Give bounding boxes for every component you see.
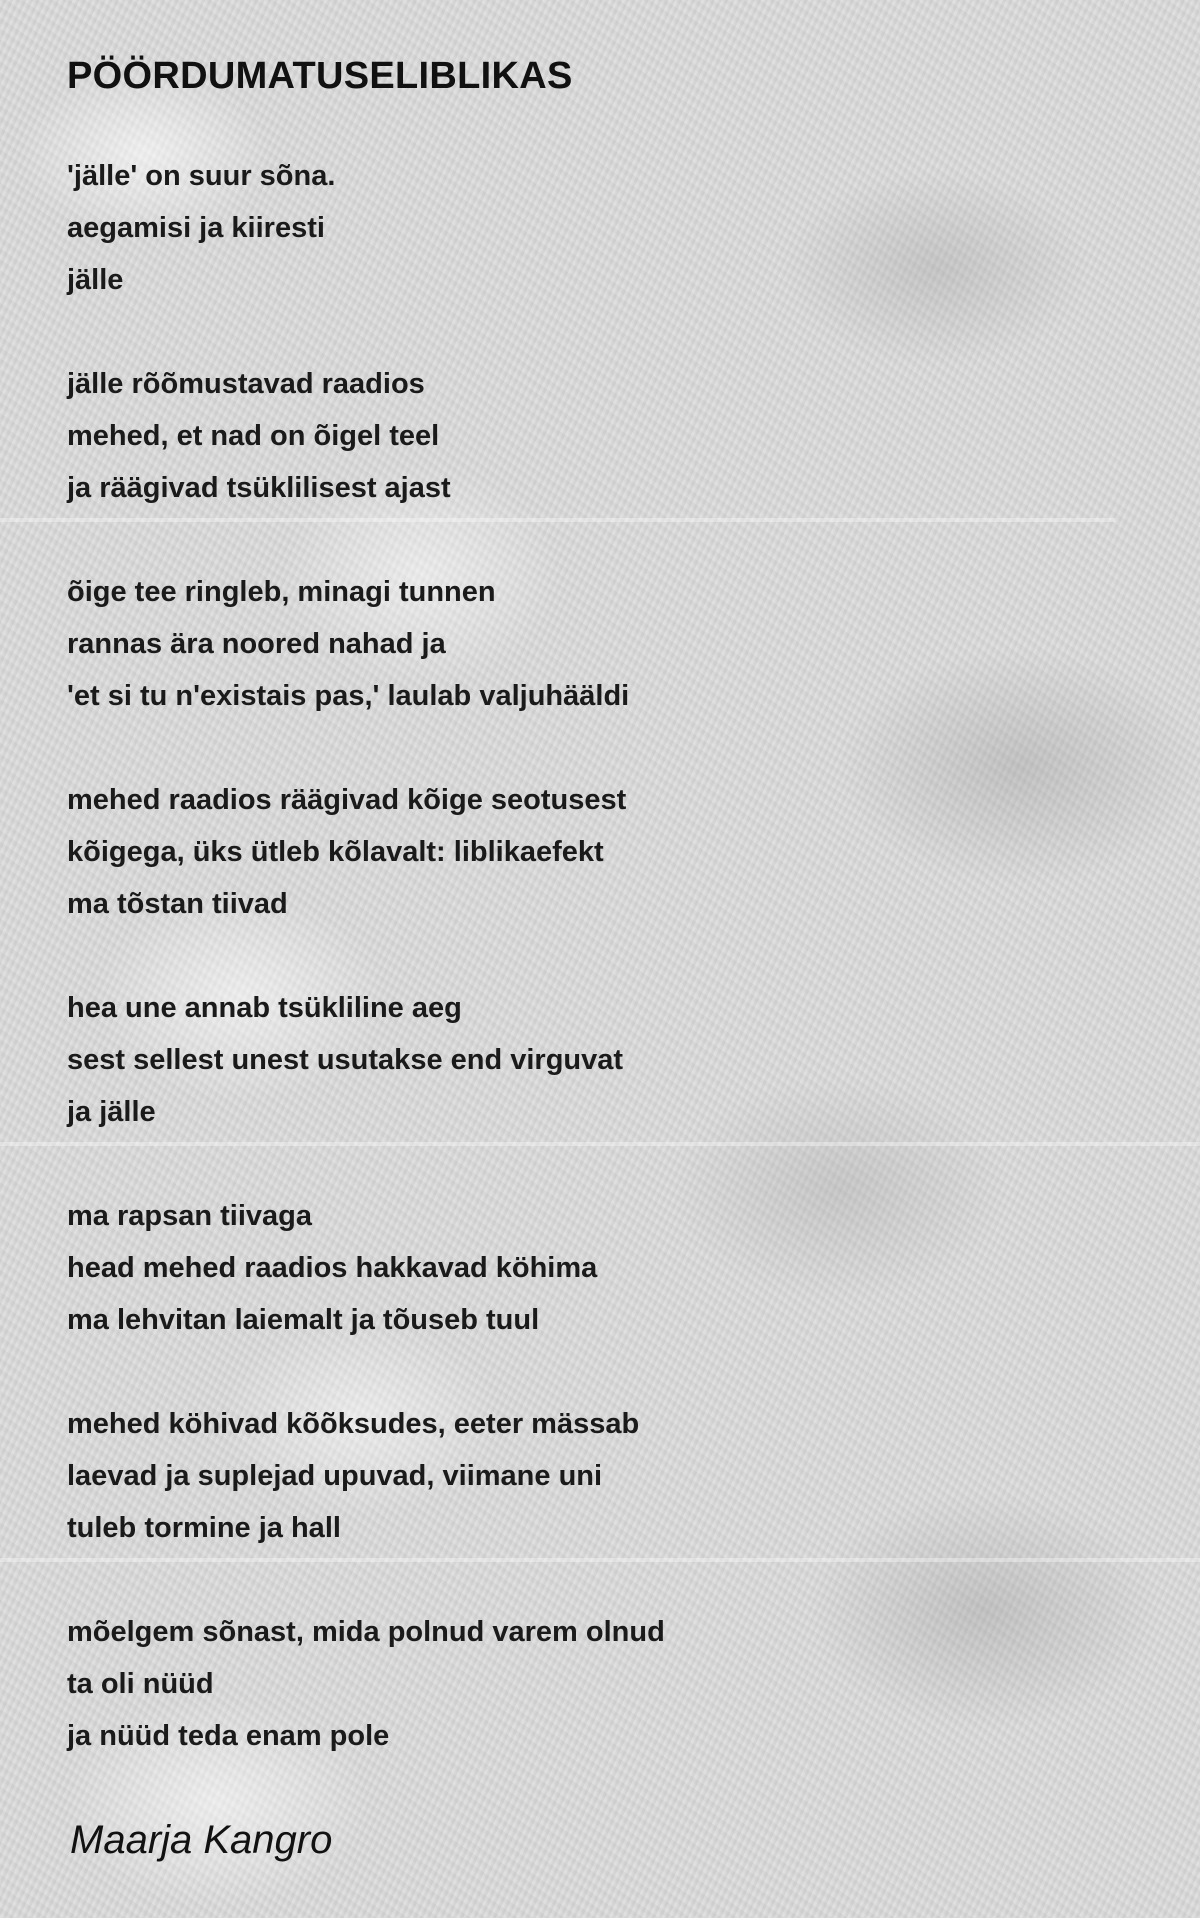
verse-line: 'et si tu n'existais pas,' laulab valjuhääldi	[67, 680, 630, 712]
verse-line: 'jälle' on suur sõna.	[67, 160, 336, 192]
verse-line: tuleb tormine ja hall	[67, 1512, 341, 1544]
author-name: Maarja Kangro	[70, 1818, 333, 1862]
poem-body	[67, 150, 1147, 1762]
verse-line: kõigega, üks ütleb kõlavalt: liblikaefekt	[67, 836, 604, 868]
stanza-4	[67, 774, 1147, 930]
verse-line: aegamisi ja kiiresti	[67, 212, 325, 244]
verse-line: ja räägivad tsüklilisest ajast	[67, 472, 451, 504]
verse-line: ja jälle	[67, 1096, 156, 1128]
verse-line: ja nüüd teda enam pole	[67, 1720, 390, 1752]
poem-page	[67, 50, 1147, 1814]
verse-line: jälle	[67, 264, 124, 296]
stanza-3	[67, 566, 1147, 722]
verse-line: laevad ja suplejad upuvad, viimane uni	[67, 1460, 603, 1492]
verse-line: sest sellest unest usutakse end virguvat	[67, 1044, 624, 1076]
verse-line: ma lehvitan laiemalt ja tõuseb tuul	[67, 1304, 540, 1336]
stanza-1	[67, 150, 1147, 306]
verse-line: hea une annab tsükliline aeg	[67, 992, 462, 1024]
stanza-5	[67, 982, 1147, 1138]
poem-title: PÖÖRDUMATUSELIBLIKAS	[67, 55, 573, 97]
stanza-6	[67, 1190, 1147, 1346]
stanza-7	[67, 1398, 1147, 1554]
verse-line: ma tõstan tiivad	[67, 888, 288, 920]
verse-line: jälle rõõmustavad raadios	[67, 368, 425, 400]
verse-line: rannas ära noored nahad ja	[67, 628, 446, 660]
verse-line: mehed köhivad kõõksudes, eeter mässab	[67, 1408, 640, 1440]
verse-line: mehed, et nad on õigel teel	[67, 420, 440, 452]
stanza-2	[67, 358, 1147, 514]
verse-line: õige tee ringleb, minagi tunnen	[67, 576, 496, 608]
verse-line: mehed raadios räägivad kõige seotusest	[67, 784, 627, 816]
verse-line: mõelgem sõnast, mida polnud varem olnud	[67, 1616, 665, 1648]
stanza-8	[67, 1606, 1147, 1762]
verse-line: ta oli nüüd	[67, 1668, 214, 1700]
verse-line: head mehed raadios hakkavad köhima	[67, 1252, 598, 1284]
verse-line: ma rapsan tiivaga	[67, 1200, 312, 1232]
